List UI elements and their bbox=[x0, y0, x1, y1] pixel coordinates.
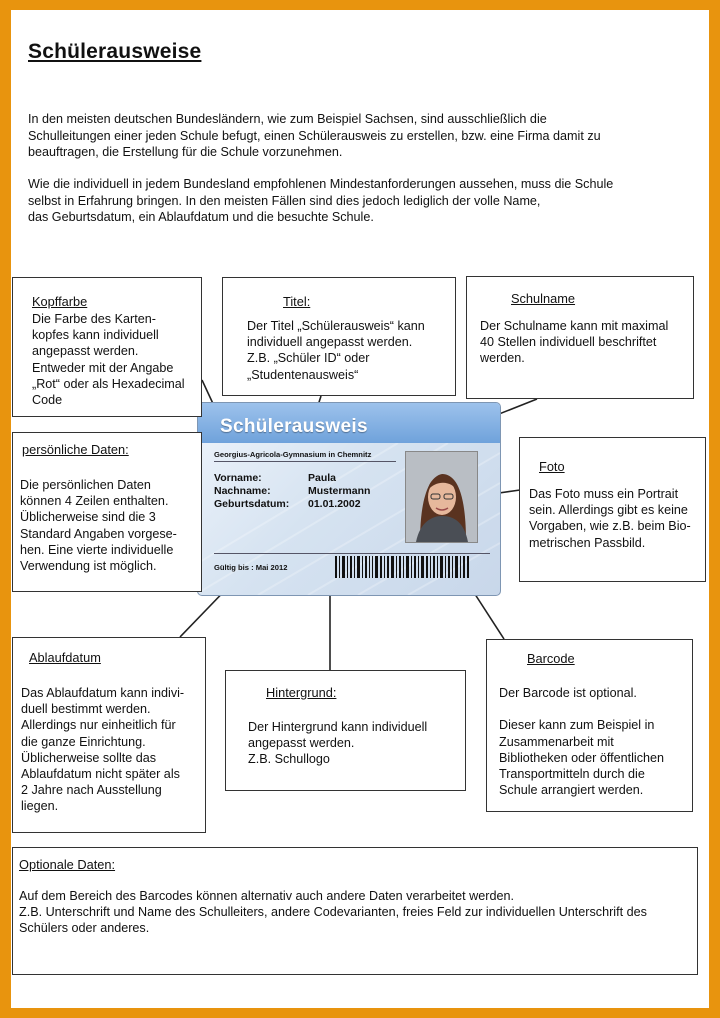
box-schulname-body: Der Schulname kann mit maximal 40 Stellen individuell beschriftet werden. bbox=[480, 319, 669, 366]
intro-paragraph-2: Wie die individuell in jedem Bundesland empfohlenen Mindestanforderungen aussehen, muss die Schule selbst in Erfahrung bringen. In den meisten Fällen sind dies jedoch lediglich der volle Name, das Geburtsdatum, ein Ablaufdatum und die besuchte Schule. bbox=[28, 177, 614, 224]
box-barcode bbox=[486, 639, 693, 812]
box-hintergrund-body: Der Hintergrund kann individuell angepasst werden. Z.B. Schullogo bbox=[248, 720, 428, 767]
intro-paragraph-1: In den meisten deutschen Bundesländern, wie zum Beispiel Sachsen, sind ausschließlich die Schulleitungen einer jeden Schule befugt, einen Schülerausweis zu erstellen, bzw. eine Firma damit zu beauftragen, die Erstellung für die Schule vorzunehmen. bbox=[28, 112, 601, 159]
box-titel-title: Titel: bbox=[283, 294, 311, 309]
box-schulname-title: Schulname bbox=[511, 291, 576, 306]
card-valid-until: Gültig bis : Mai 2012 bbox=[214, 563, 288, 572]
box-titel bbox=[222, 277, 456, 396]
box-optionale-daten-title: Optionale Daten: bbox=[19, 857, 116, 872]
box-ablaufdatum-title: Ablaufdatum bbox=[29, 650, 101, 665]
page-title: Schülerausweise bbox=[28, 40, 202, 63]
box-persoenliche-daten bbox=[12, 432, 202, 592]
card-school-name: Georgius-Agricola-Gymnasium in Chemnitz bbox=[214, 450, 372, 459]
portrait-photo bbox=[405, 451, 478, 543]
box-titel-body: Der Titel „Schülerausweis“ kann individuell angepasst werden. Z.B. „Schüler ID“ oder „Studentenausweis“ bbox=[247, 319, 425, 382]
box-kopffarbe bbox=[12, 277, 202, 417]
card-title: Schülerausweis bbox=[220, 416, 368, 437]
field-label-nachname: Nachname: bbox=[214, 485, 271, 497]
card-footer-divider bbox=[214, 553, 490, 554]
box-ablaufdatum bbox=[12, 637, 206, 833]
box-barcode-body: Der Barcode ist optional. Dieser kann zum Beispiel in Zusammenarbeit mit Bibliotheken oder öffentlichen Transportmitteln durch die Schule arrangiert werden. bbox=[499, 686, 665, 798]
box-optionale-daten bbox=[12, 847, 698, 975]
box-foto-body: Das Foto muss ein Portrait sein. Allerdings gibt es keine Vorgaben, wie z.B. beim Bio- metrischen Passbild. bbox=[529, 487, 691, 550]
field-value-vorname: Paula bbox=[308, 472, 337, 484]
field-label-vorname: Vorname: bbox=[214, 472, 262, 484]
box-schulname bbox=[466, 276, 694, 399]
field-label-geburtsdatum: Geburtsdatum: bbox=[214, 498, 290, 510]
field-value-geburtsdatum: 01.01.2002 bbox=[308, 498, 361, 510]
box-hintergrund bbox=[225, 670, 466, 791]
card-barcode bbox=[335, 556, 470, 578]
field-value-nachname: Mustermann bbox=[308, 485, 371, 497]
box-hintergrund-title: Hintergrund: bbox=[266, 685, 337, 700]
box-persoenliche-daten-title: persönliche Daten: bbox=[22, 442, 129, 457]
box-barcode-title: Barcode bbox=[527, 651, 575, 666]
card-divider bbox=[214, 461, 396, 462]
box-persoenliche-daten-body: Die persönlichen Daten können 4 Zeilen enthalten. Üblicherweise sind die 3 Standard Angaben vorgese- hen. Eine vierte individuelle Verwendung ist möglich. bbox=[20, 478, 177, 574]
id-card bbox=[197, 402, 501, 596]
box-foto bbox=[519, 437, 706, 582]
box-kopffarbe-title: Kopffarbe bbox=[32, 294, 88, 309]
box-foto-title: Foto bbox=[539, 459, 565, 474]
box-ablaufdatum-body: Das Ablaufdatum kann indivi- duell bestimmt werden. Allerdings nur einheitlich für die ganze Einrichtung. Üblicherweise sollte das Ablaufdatum nicht später als 2 Jahre nach Ausstellung liegen. bbox=[21, 686, 185, 814]
box-kopffarbe-body: Die Farbe des Karten- kopfes kann individuell angepasst werden. Entweder mit der Angabe „Rot“ oder als Hexadecimal Code bbox=[32, 312, 185, 408]
box-optionale-daten-body: Auf dem Bereich des Barcodes können alternativ auch andere Daten verarbeitet werden. Z.B. Unterschrift und Name des Schulleiters, andere Codevarianten, freies Feld zur individuellen Unterschrift des Schülers oder anderes. bbox=[19, 889, 647, 936]
